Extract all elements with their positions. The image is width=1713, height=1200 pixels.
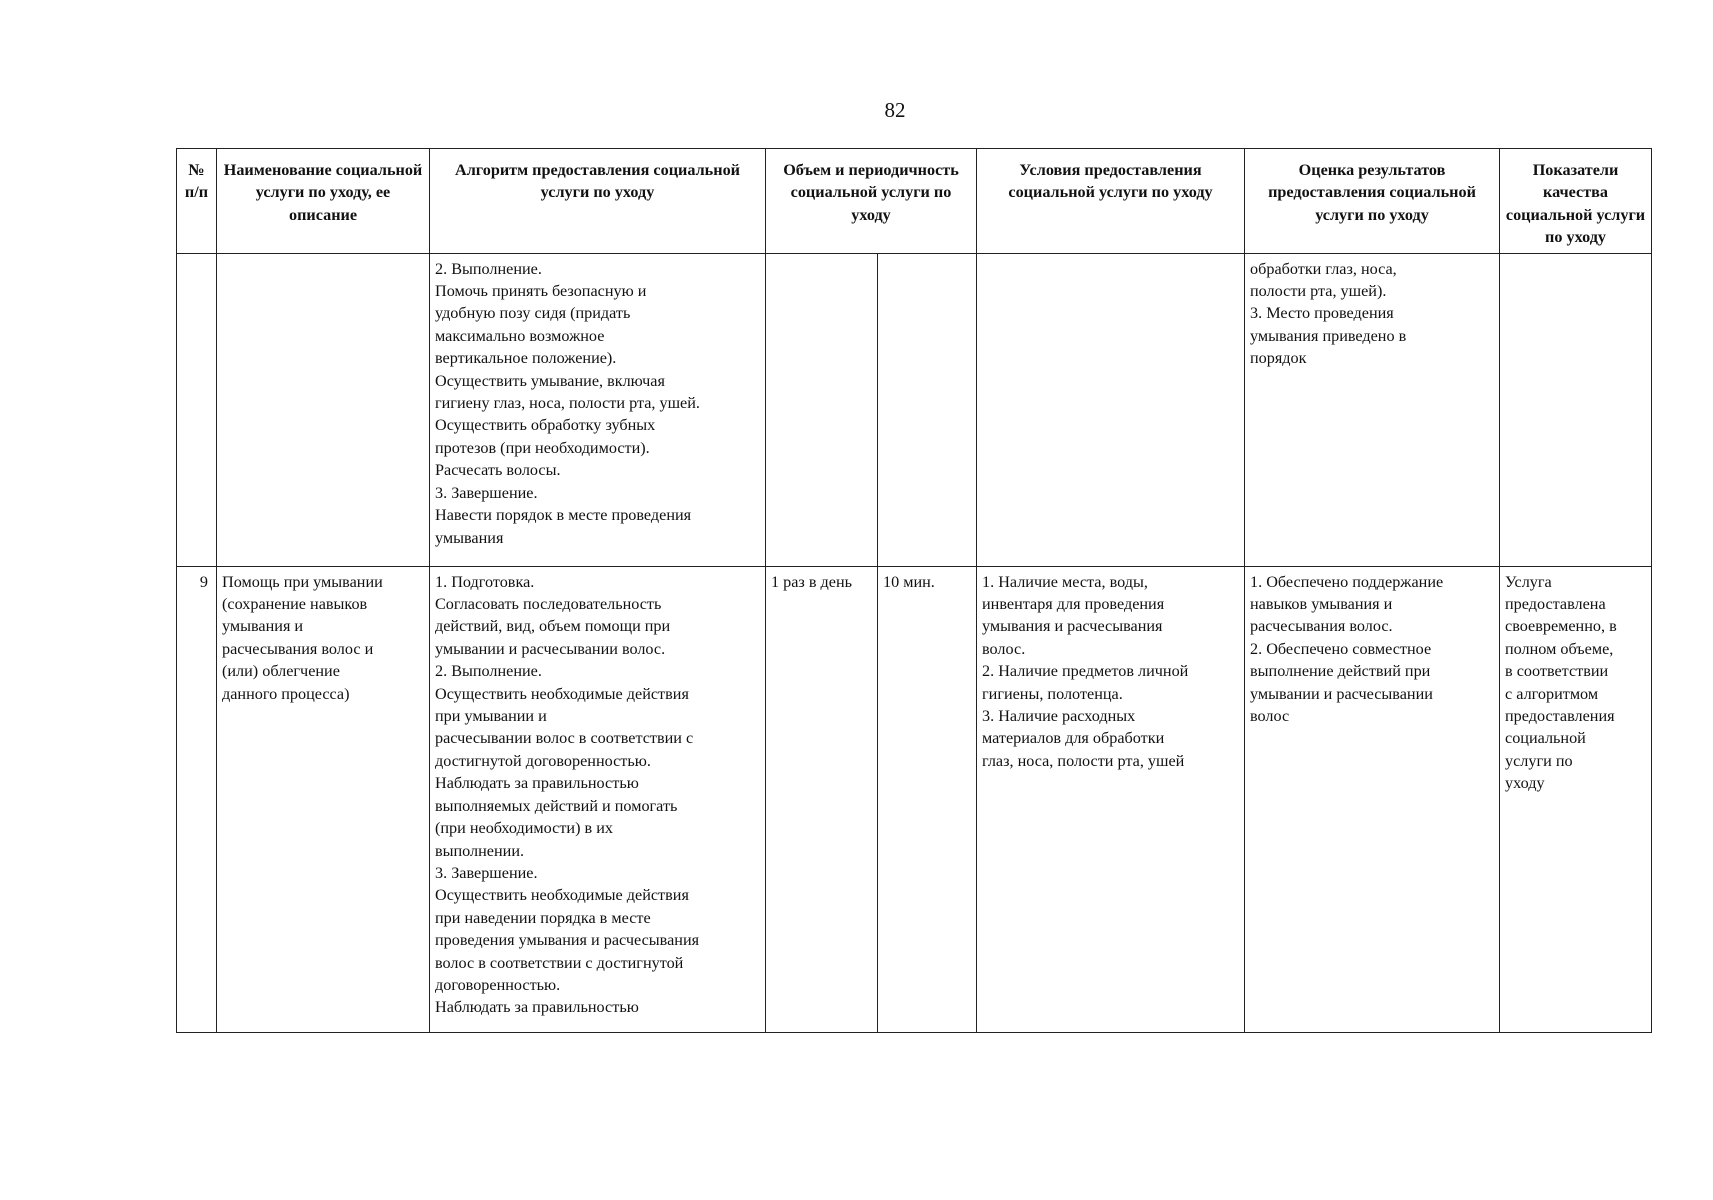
text-line: порядок [1250, 349, 1307, 368]
quality-cell [1500, 566, 1652, 1032]
text-line: своевременно, в [1505, 617, 1617, 636]
text-line: 2. Обеспечено совместное [1250, 639, 1432, 658]
header-quality: Показатели качества социальной услуги по уходу [1500, 149, 1652, 254]
text-line: выполнении. [435, 841, 525, 860]
text-line: умывания [435, 528, 504, 547]
text-line: проведения умывания и расчесывания [435, 931, 700, 950]
text-line: 3. Завершение. [435, 483, 538, 502]
text-line: при наведении порядка в месте [435, 908, 651, 927]
text-line: умывания и расчесывания [982, 617, 1163, 636]
table-header-row [177, 149, 1652, 254]
text-line: полном объеме, [1505, 639, 1614, 658]
quality-cell [1500, 253, 1652, 566]
text-line: расчесывания волос и [222, 639, 374, 658]
text-line: волос [1250, 707, 1290, 726]
evaluation-cell [1245, 566, 1500, 1032]
evaluation-cell [1245, 253, 1500, 566]
periodicity-cell [878, 253, 977, 566]
text-line: Расчесать волосы. [435, 461, 561, 480]
header-name: Наименование социальной услуги по уходу, ее описание [217, 149, 430, 254]
text-line: умывании и расчесывании волос. [435, 639, 666, 658]
table-row [177, 566, 1652, 1032]
header-algorithm: Алгоритм предоставления социальной услуги по уходу [430, 149, 766, 254]
text-line: навыков умывания и [1250, 595, 1393, 614]
volume-cell: 1 раз в день [766, 566, 878, 1032]
text-line: с алгоритмом [1505, 684, 1599, 703]
algorithm-cell [430, 253, 766, 566]
text-line: действий, вид, объем помощи при [435, 617, 671, 636]
text-line: Осуществить умывание, включая [435, 371, 665, 390]
table-row [177, 253, 1652, 566]
periodicity-cell: 10 мин. [878, 566, 977, 1032]
conditions-cell [977, 566, 1245, 1032]
text-line: 2. Выполнение. [435, 662, 542, 681]
text-line: 1. Обеспечено поддержание [1250, 572, 1444, 591]
page-number: 82 [884, 98, 906, 122]
text-line: достигнутой договоренностью. [435, 751, 651, 770]
text-line: удобную позу сидя (придать [435, 304, 631, 323]
text-line: 2. Выполнение. [435, 259, 542, 278]
text-line: 1. Подготовка. [435, 572, 535, 591]
text-line: материалов для обработки [982, 729, 1165, 748]
text-line: расчесывании волос в соответствии с [435, 729, 694, 748]
text-line: Осуществить обработку зубных [435, 416, 656, 435]
text-line: Помочь принять безопасную и [435, 282, 647, 301]
text-line: выполняемых действий и помогать [435, 796, 678, 815]
volume-cell [766, 253, 878, 566]
text-line: (или) облегчение [222, 662, 340, 681]
text-line: социальной [1505, 729, 1586, 748]
text-line: Осуществить необходимые действия [435, 886, 689, 905]
text-line: 3. Наличие расходных [982, 707, 1136, 726]
text-line: обработки глаз, носа, [1250, 259, 1397, 278]
row-num: 9 [177, 566, 217, 1032]
algorithm-cell [430, 566, 766, 1032]
header-evaluation: Оценка результатов предоставления социальной услуги по уходу [1245, 149, 1500, 254]
text-line: Наблюдать за правильностью [435, 774, 639, 793]
text-line: умывания и [222, 617, 304, 636]
text-line: умывании и расчесывании [1250, 684, 1433, 703]
header-volume: Объем и периодичность социальной услуги по уходу [766, 149, 977, 254]
text-line: полости рта, ушей). [1250, 282, 1387, 301]
text-line: 3. Завершение. [435, 863, 538, 882]
text-line: данного процесса) [222, 684, 350, 703]
text-line: протезов (при необходимости). [435, 438, 650, 457]
text-line: волос в соответствии с достигнутой [435, 953, 684, 972]
conditions-cell [977, 253, 1245, 566]
text-line: 1. Наличие места, воды, [982, 572, 1148, 591]
text-line: умывания приведено в [1250, 326, 1407, 345]
text-line: расчесывания волос. [1250, 617, 1393, 636]
text-line: (сохранение навыков [222, 595, 368, 614]
text-line: Помощь при умывании [222, 572, 383, 591]
text-line: инвентаря для проведения [982, 595, 1165, 614]
text-line: Навести порядок в месте проведения [435, 506, 692, 525]
header-num: № п/п [177, 149, 217, 254]
text-line: Наблюдать за правильностью [435, 998, 639, 1017]
text-line: гигиену глаз, носа, полости рта, ушей. [435, 394, 700, 413]
row-num [177, 253, 217, 566]
text-line: волос. [982, 639, 1026, 658]
text-line: 3. Место проведения [1250, 304, 1394, 323]
text-line: Услуга [1505, 572, 1552, 591]
text-line: предоставлена [1505, 595, 1606, 614]
text-line: при умывании и [435, 707, 547, 726]
text-line: выполнение действий при [1250, 662, 1431, 681]
service-name-cell [217, 566, 430, 1032]
text-line: гигиены, полотенца. [982, 684, 1123, 703]
header-conditions: Условия предоставления социальной услуги по уходу [977, 149, 1245, 254]
text-line: Осуществить необходимые действия [435, 684, 689, 703]
text-line: 2. Наличие предметов личной [982, 662, 1189, 681]
text-line: в соответствии [1505, 662, 1609, 681]
services-table [176, 148, 1652, 1033]
text-line: максимально возможное [435, 326, 605, 345]
text-line: глаз, носа, полости рта, ушей [982, 751, 1185, 770]
service-name-cell [217, 253, 430, 566]
text-line: (при необходимости) в их [435, 819, 613, 838]
text-line: договоренностью. [435, 975, 561, 994]
text-line: вертикальное положение). [435, 349, 617, 368]
text-line: предоставления [1505, 707, 1615, 726]
text-line: уходу [1505, 774, 1545, 793]
text-line: Согласовать последовательность [435, 595, 662, 614]
text-line: услуги по [1505, 751, 1573, 770]
